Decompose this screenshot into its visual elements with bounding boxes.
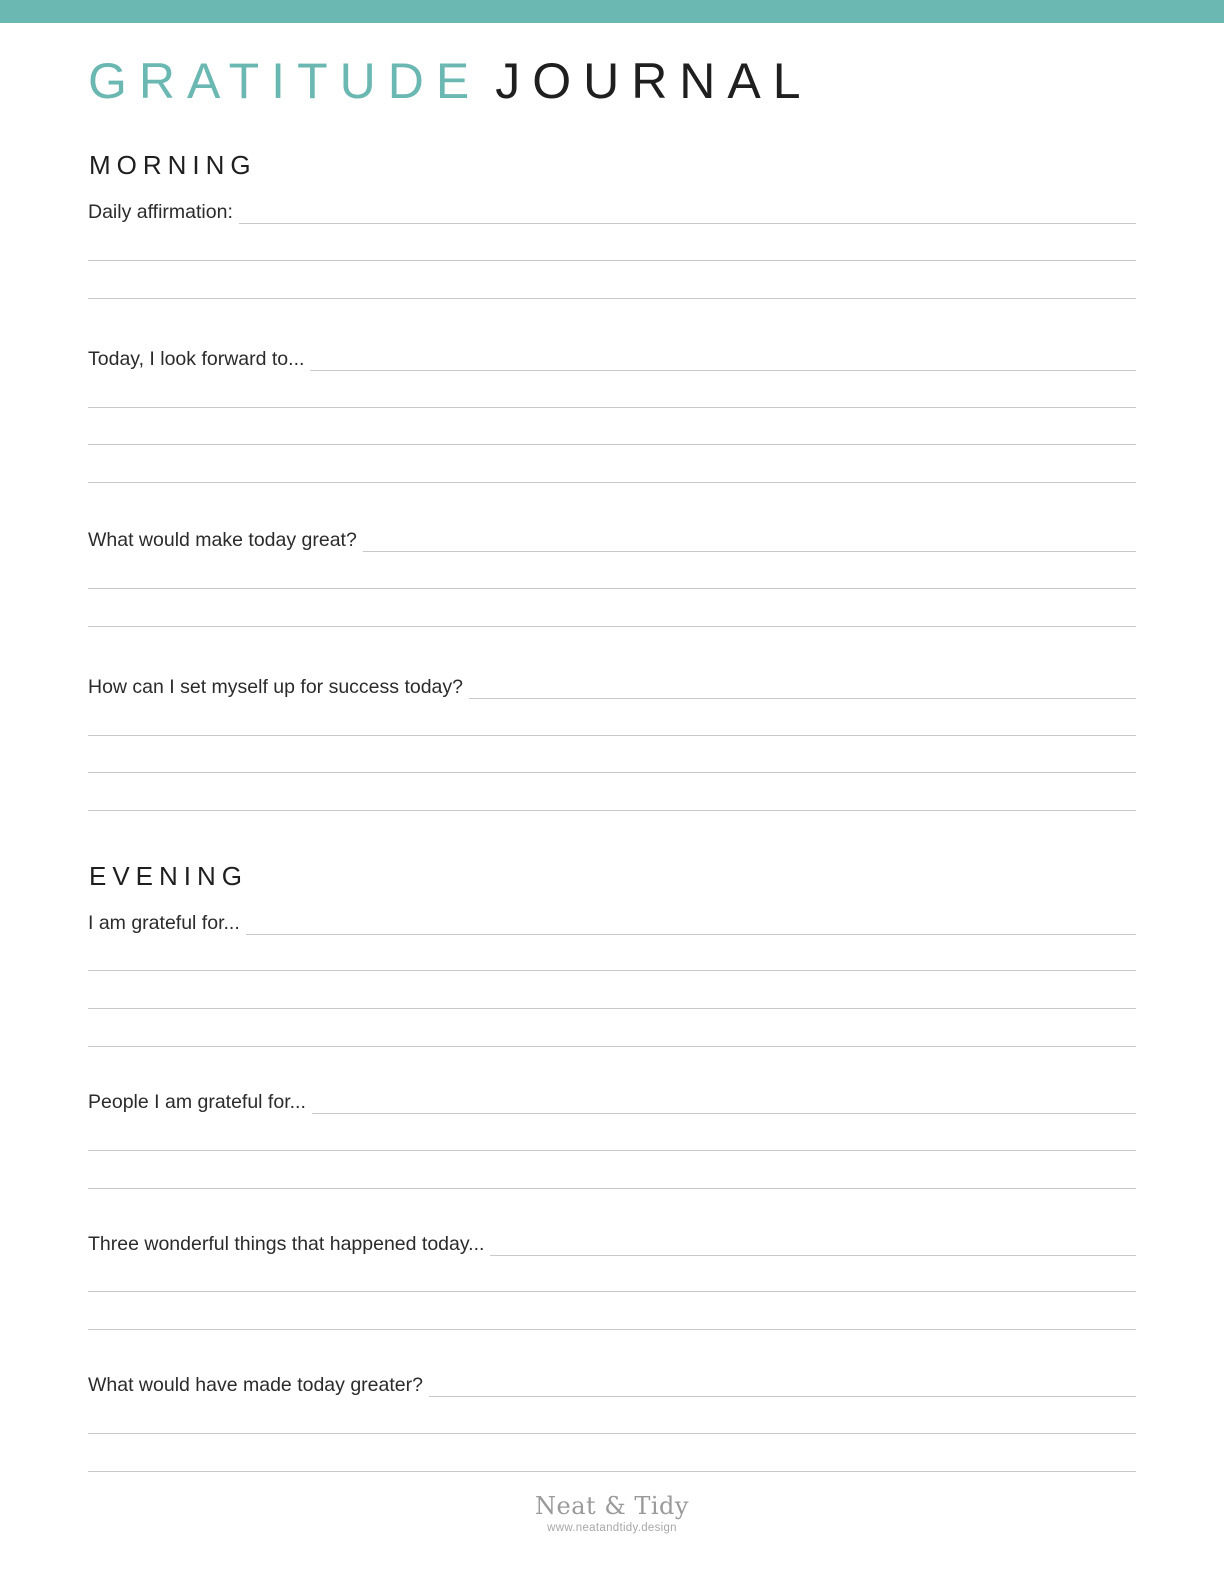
- prompt-label: I am grateful for...: [88, 911, 240, 934]
- prompt-label: People I am grateful for...: [88, 1090, 306, 1113]
- writing-line[interactable]: [88, 1188, 1136, 1189]
- brand-logo: Neat & Tidy: [535, 1492, 689, 1520]
- prompt-today-greater[interactable]: [88, 1367, 1136, 1397]
- writing-line[interactable]: [88, 1471, 1136, 1472]
- writing-line[interactable]: [88, 1150, 1136, 1151]
- writing-line[interactable]: [88, 482, 1136, 483]
- writing-line[interactable]: [88, 407, 1136, 408]
- writing-line[interactable]: [88, 444, 1136, 445]
- prompt-label: What would make today great?: [88, 528, 357, 551]
- writing-line[interactable]: [88, 970, 1136, 971]
- evening-heading: EVENING: [89, 861, 249, 891]
- morning-heading: MORNING: [89, 150, 257, 180]
- writing-line[interactable]: [363, 551, 1136, 552]
- page-title: [88, 53, 813, 109]
- writing-line[interactable]: [88, 588, 1136, 589]
- prompt-people-grateful[interactable]: [88, 1084, 1136, 1114]
- prompt-grateful-for[interactable]: [88, 905, 1136, 935]
- title-accent-word: GRATITUDE: [88, 53, 482, 109]
- writing-line[interactable]: [88, 810, 1136, 811]
- writing-line[interactable]: [88, 298, 1136, 299]
- prompt-label: What would have made today greater?: [88, 1373, 423, 1396]
- writing-line[interactable]: [310, 370, 1136, 371]
- prompt-label: Daily affirmation:: [88, 200, 233, 223]
- prompt-three-wonderful-things[interactable]: [88, 1226, 1136, 1256]
- prompt-label: Today, I look forward to...: [88, 347, 305, 370]
- writing-line[interactable]: [88, 626, 1136, 627]
- prompt-make-today-great[interactable]: [88, 522, 1136, 552]
- writing-line[interactable]: [429, 1396, 1136, 1397]
- prompt-daily-affirmation[interactable]: [88, 194, 1136, 224]
- prompt-look-forward[interactable]: [88, 341, 1136, 371]
- writing-line[interactable]: [88, 735, 1136, 736]
- top-accent-bar: [0, 0, 1224, 23]
- title-main-word: JOURNAL: [495, 53, 813, 109]
- prompt-label: Three wonderful things that happened today...: [88, 1232, 485, 1255]
- website-url: www.neatandtidy.design: [547, 1522, 677, 1534]
- writing-line[interactable]: [88, 1008, 1136, 1009]
- writing-line[interactable]: [88, 772, 1136, 773]
- writing-line[interactable]: [88, 1329, 1136, 1330]
- writing-line[interactable]: [88, 1433, 1136, 1434]
- writing-line[interactable]: [312, 1113, 1136, 1114]
- writing-line[interactable]: [469, 698, 1136, 699]
- writing-line[interactable]: [88, 1046, 1136, 1047]
- writing-line[interactable]: [88, 260, 1136, 261]
- prompt-label: How can I set myself up for success today?: [88, 675, 463, 698]
- writing-line[interactable]: [490, 1255, 1136, 1256]
- writing-line[interactable]: [246, 934, 1136, 935]
- writing-line[interactable]: [88, 1291, 1136, 1292]
- writing-line[interactable]: [239, 223, 1136, 224]
- footer: [0, 1494, 1224, 1535]
- prompt-success-today[interactable]: [88, 669, 1136, 699]
